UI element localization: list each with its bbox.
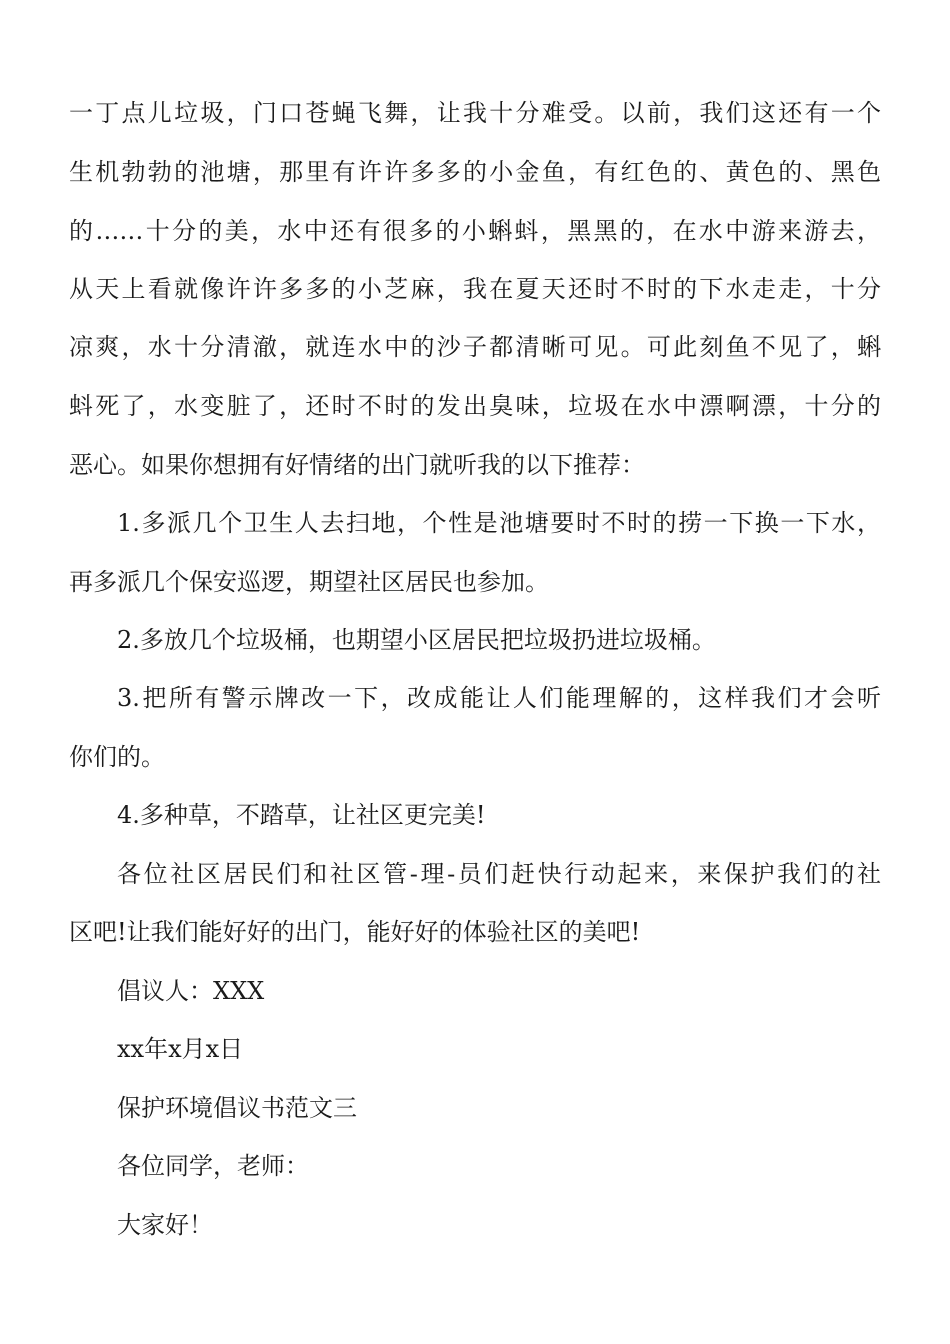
paragraph-line-3: 的……十分的美，水中还有很多的小蝌蚪，黑黑的，在水中游来游去，	[69, 217, 881, 245]
recommendation-item-1-cont: 再多派几个保安巡逻，期望社区居民也参加。	[69, 568, 549, 596]
recommendation-item-3: 3.把所有警示牌改一下，改成能让人们能理解的，这样我们才会听	[117, 684, 881, 712]
recommendation-item-2: 2.多放几个垃圾桶，也期望小区居民把垃圾扔进垃圾桶。	[117, 626, 716, 654]
paragraph-line-4: 从天上看就像许许多多的小芝麻，我在夏天还时不时的下水走走，十分	[69, 275, 881, 303]
proposer-signature: 倡议人：XXX	[117, 977, 265, 1005]
recommendation-item-1: 1.多派几个卫生人去扫地，个性是池塘要时不时的捞一下换一下水，	[117, 509, 881, 537]
paragraph-line-2: 生机勃勃的池塘，那里有许许多多的小金鱼，有红色的、黄色的、黑色	[69, 158, 881, 186]
paragraph-line-1: 一丁点儿垃圾，门口苍蝇飞舞，让我十分难受。以前，我们这还有一个	[69, 99, 881, 127]
closing-paragraph-line-2: 区吧!让我们能好好的出门，能好好的体验社区的美吧!	[69, 918, 641, 946]
salutation: 各位同学，老师：	[117, 1152, 309, 1180]
paragraph-line-5: 凉爽，水十分清澈，就连水中的沙子都清晰可见。可此刻鱼不见了，蝌	[69, 333, 881, 361]
paragraph-line-6: 蚪死了，水变脏了，还时不时的发出臭味，垃圾在水中漂啊漂，十分的	[69, 392, 881, 420]
recommendation-item-4: 4.多种草，不踏草，让社区更完美!	[117, 801, 486, 829]
section-title: 保护环境倡议书范文三	[117, 1094, 357, 1122]
greeting: 大家好！	[117, 1211, 213, 1239]
paragraph-line-7: 恶心。如果你想拥有好情绪的出门就听我的以下推荐：	[69, 451, 645, 479]
recommendation-item-3-cont: 你们的。	[69, 743, 165, 771]
closing-paragraph-line-1: 各位社区居民们和社区管-理-员们赶快行动起来，来保护我们的社	[117, 860, 881, 888]
date-line: xx年x月x日	[117, 1035, 244, 1063]
